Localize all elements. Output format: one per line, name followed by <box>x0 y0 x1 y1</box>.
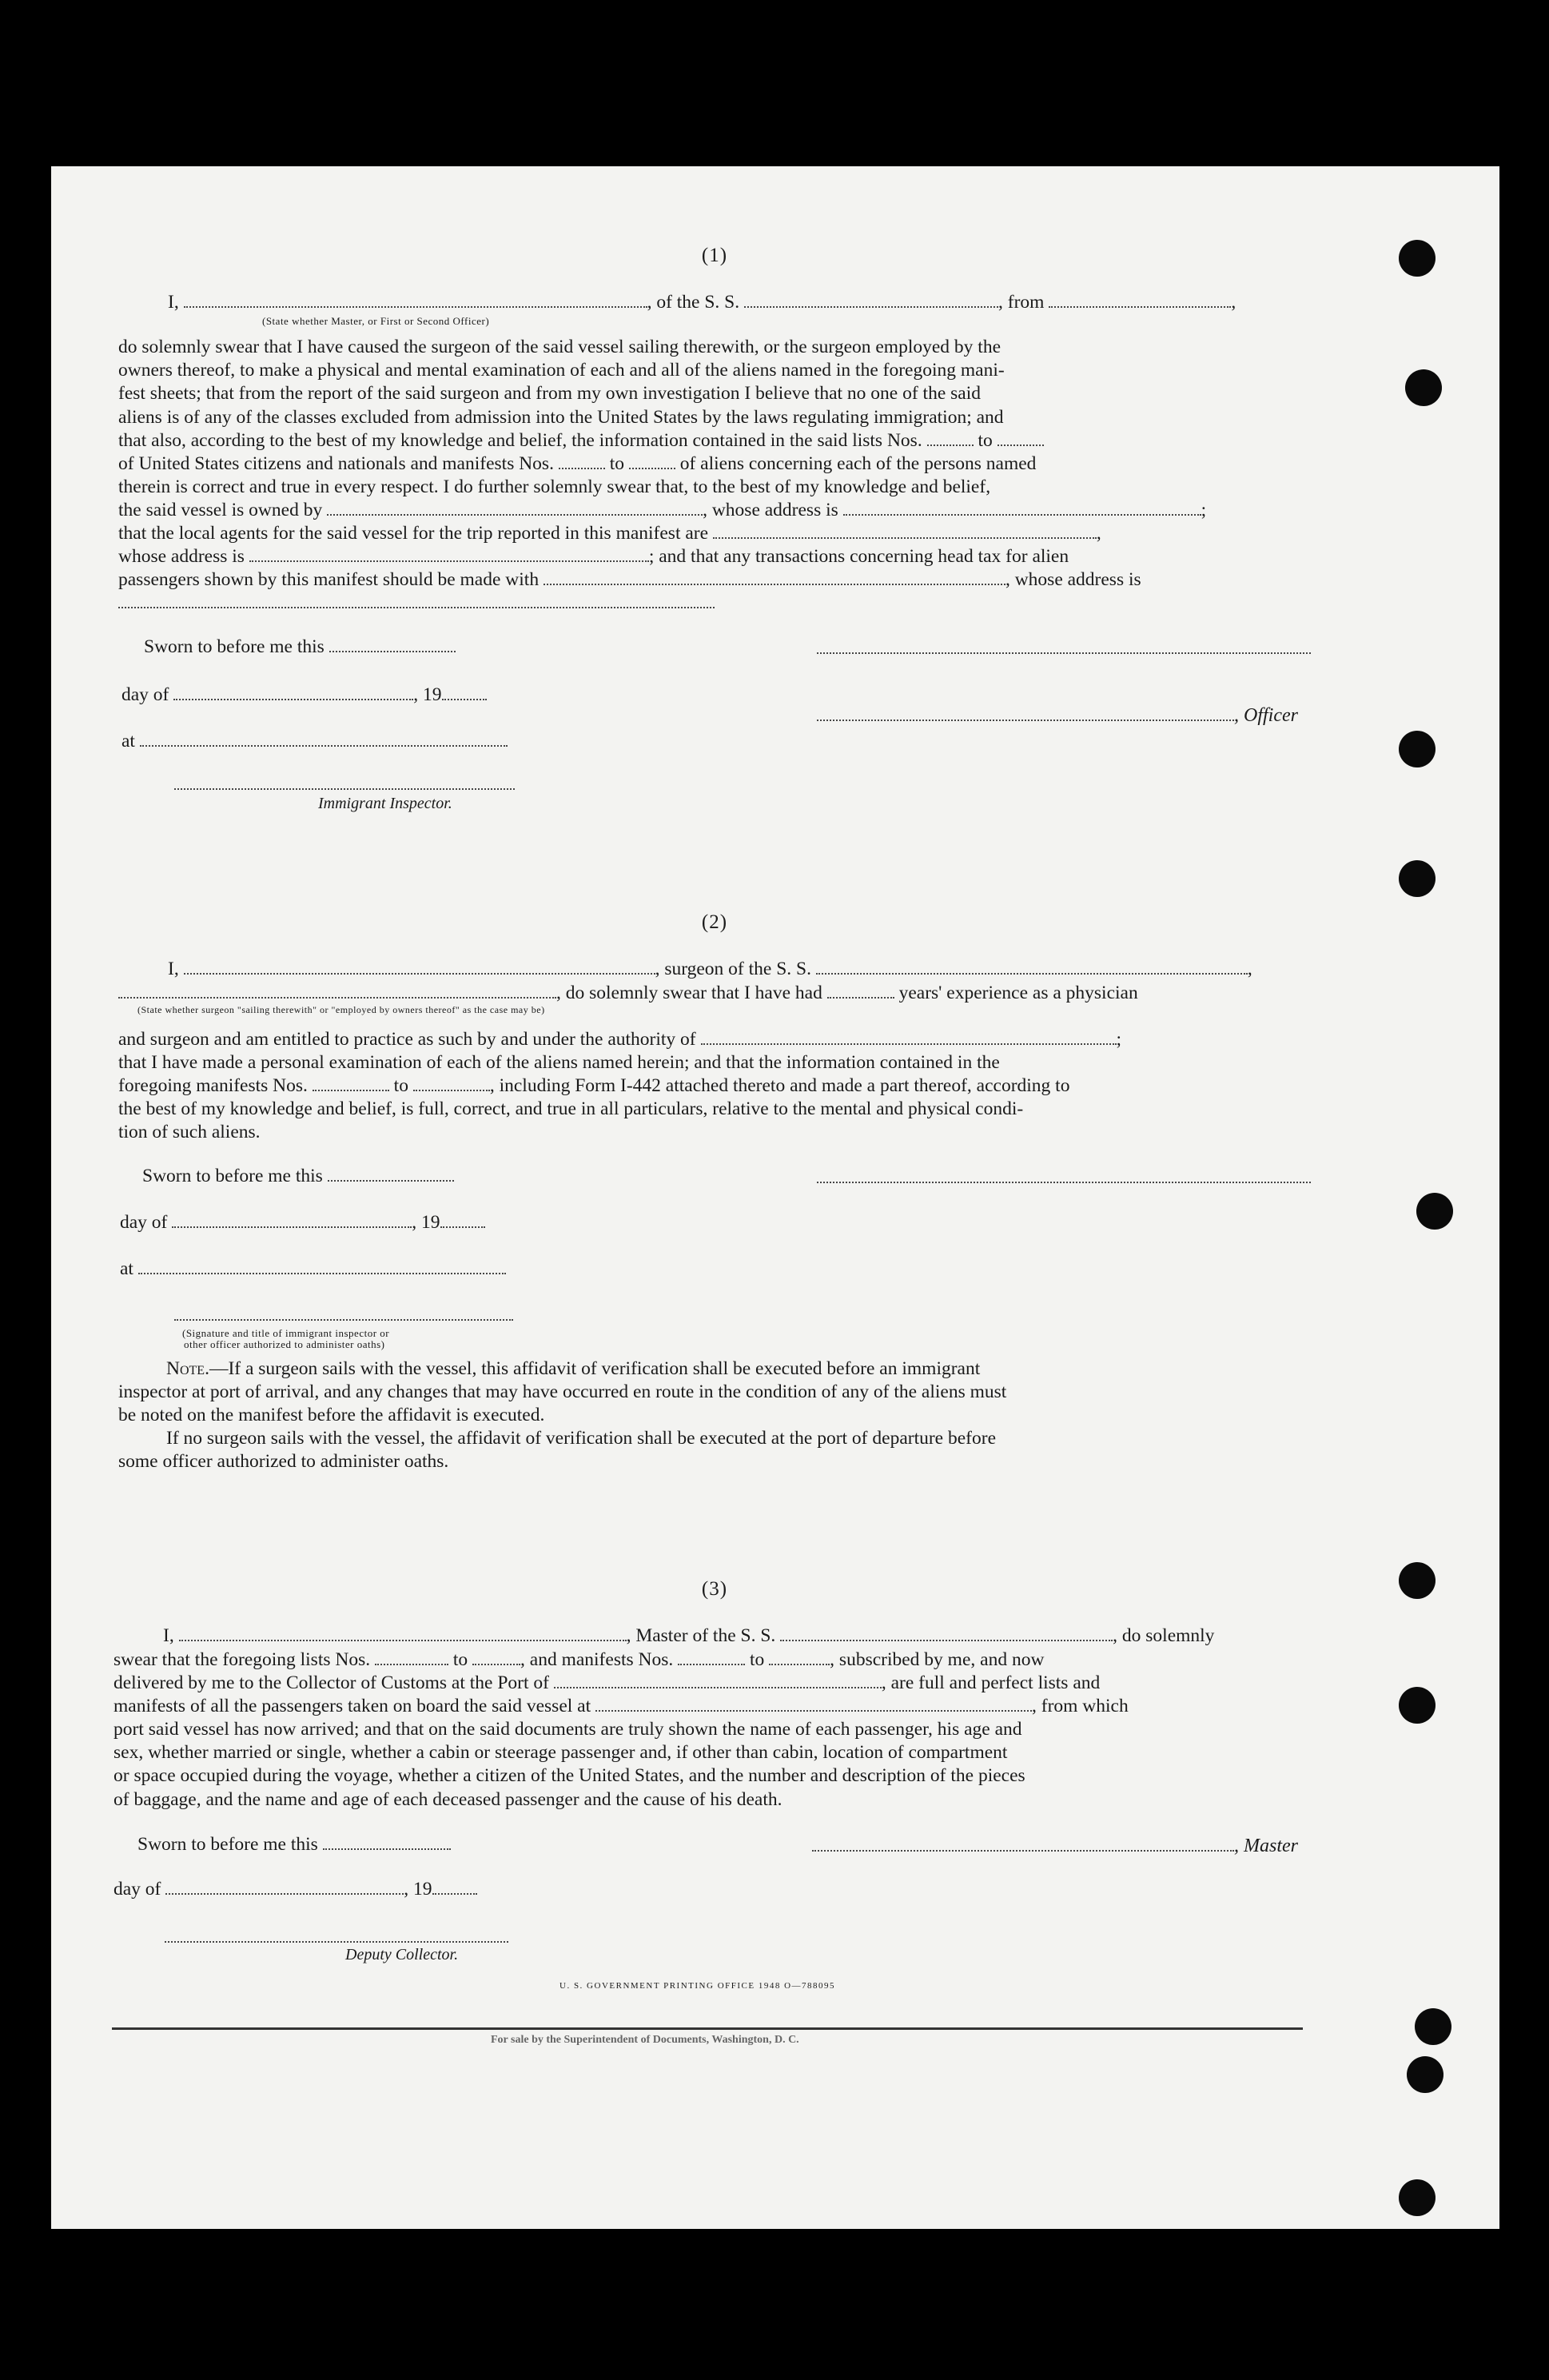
s3-month-field[interactable] <box>165 1879 404 1895</box>
punch-hole <box>1416 1193 1453 1230</box>
s2-signature-line[interactable] <box>817 1182 1311 1183</box>
s1-manifests-from-field[interactable] <box>559 453 605 469</box>
s2-text: If no surgeon sails with the vessel, the affidavit of verification shall be executed at the port of departure before <box>166 1428 996 1449</box>
s1-from: , from <box>998 292 1045 313</box>
s2-at <box>120 1258 506 1280</box>
s1-at-field[interactable] <box>140 731 508 747</box>
s2-note-line: inspector at port of arrival, and any changes that may have occurred en route in the condition of any of the aliens must <box>118 1381 1007 1402</box>
punch-hole <box>1399 2179 1436 2216</box>
s3-master <box>812 1836 1298 1857</box>
s1-comma: , <box>1231 292 1236 313</box>
section-3-number: (3) <box>701 1578 728 1600</box>
s3-master-signature-field[interactable] <box>812 1836 1234 1852</box>
s2-dayof-label: day of <box>120 1212 168 1233</box>
s2-oath-line-2 <box>118 982 1311 1005</box>
s3-line <box>113 1672 1311 1695</box>
s1-line <box>118 429 1311 452</box>
section-1-number: (1) <box>701 245 728 266</box>
s1-line: aliens is of any of the classes excluded from admission into the United States by the laws regulating immigration; and <box>118 406 1004 428</box>
s2-text: , surgeon of the S. S. <box>655 959 811 979</box>
punch-hole <box>1399 1562 1436 1599</box>
s1-year-label: , 19 <box>413 684 442 705</box>
s3-name-field[interactable] <box>179 1625 627 1641</box>
punch-hole <box>1399 731 1436 767</box>
s3-port-field[interactable] <box>554 1672 882 1688</box>
s2-note-label: Note. <box>166 1358 209 1379</box>
s3-year-field[interactable] <box>432 1879 477 1895</box>
s1-dayof <box>121 684 487 706</box>
s1-local-agents-field[interactable] <box>713 523 1097 539</box>
s1-text: of United States citizens and nationals and manifests Nos. <box>118 452 554 474</box>
punch-hole <box>1405 369 1442 406</box>
s3-sworn-day-field[interactable] <box>323 1834 451 1850</box>
s3-text: , and manifests Nos. <box>520 1649 674 1670</box>
s2-sworn-label: Sworn to before me this <box>142 1166 323 1186</box>
s1-officer-signature-field[interactable] <box>817 705 1234 721</box>
s1-month-field[interactable] <box>173 684 413 700</box>
s1-line: do solemnly swear that I have caused the surgeon of the said vessel sailing therewith, or the surgeon employed by the <box>118 337 1001 357</box>
section-1-oath-line <box>118 291 1311 314</box>
s3-sworn <box>137 1834 451 1856</box>
s3-text: , are full and perfect lists and <box>881 1672 1101 1693</box>
s1-line: fest sheets; that from the report of the said surgeon and from my own investigation I believe that no one of the said <box>118 383 981 405</box>
s3-manifests-to-field[interactable] <box>769 1649 830 1665</box>
s1-text: of aliens concerning each of the persons named <box>679 452 1037 474</box>
s3-text: , from which <box>1032 1696 1129 1716</box>
s2-sworn-day-field[interactable] <box>328 1166 454 1182</box>
s1-signature-line[interactable] <box>817 652 1311 654</box>
s3-oath-line <box>113 1625 1311 1648</box>
sale-notice: For sale by the Superintendent of Documents, Washington, D. C. <box>491 2034 799 2046</box>
s3-lists-from-field[interactable] <box>375 1649 448 1665</box>
s2-sig-caption-1: (Signature and title of immigrant inspector or <box>182 1327 390 1339</box>
s3-collector-label: Deputy Collector. <box>345 1946 459 1963</box>
s2-line <box>118 1074 1311 1098</box>
s1-owner-address-field[interactable] <box>843 500 1201 516</box>
s3-text: to <box>452 1649 468 1670</box>
s2-surgeon-type-field[interactable] <box>118 983 556 999</box>
s1-line <box>118 592 1311 615</box>
s2-note <box>118 1357 1311 1474</box>
s2-month-field[interactable] <box>172 1212 412 1228</box>
s2-line: tion of such aliens. <box>118 1122 261 1143</box>
s2-note-line: be noted on the manifest before the affidavit is executed. <box>118 1405 545 1426</box>
s3-line: of baggage, and the name and age of each deceased passenger and the cause of his death. <box>113 1788 782 1810</box>
s2-line: the best of my knowledge and belief, is full, correct, and true in all particulars, relative to the mental and physical condi- <box>118 1098 1024 1120</box>
s1-text: passengers shown by this manifest should be made with <box>118 569 540 591</box>
s2-year-label: , 19 <box>412 1212 440 1233</box>
s2-manifests-to-field[interactable] <box>413 1075 490 1091</box>
s3-text: , do solemnly <box>1113 1625 1215 1646</box>
s1-i: I, <box>168 292 179 313</box>
s2-text: ; <box>1116 1029 1122 1050</box>
s2-note-line: some officer authorized to administer oaths. <box>118 1451 449 1473</box>
s1-inspector-label: Immigrant Inspector. <box>318 795 452 812</box>
punch-hole <box>1407 2056 1443 2093</box>
s1-line: owners thereof, to make a physical and mental examination of each and all of the aliens named in the foregoing mani- <box>118 360 1005 381</box>
s1-sworn-day-field[interactable] <box>329 636 456 652</box>
s3-line <box>113 1648 1311 1672</box>
s1-officer-label: , Officer <box>1234 705 1298 726</box>
punch-hole <box>1399 1687 1436 1724</box>
s1-text: , whose address is <box>703 500 838 521</box>
s1-manifests-to-field[interactable] <box>629 453 675 469</box>
footer-rule <box>112 2027 1303 2030</box>
s1-sworn-label: Sworn to before me this <box>144 636 325 657</box>
s1-head-tax-field[interactable] <box>544 569 1005 585</box>
s2-i: I, <box>168 959 179 979</box>
s1-officer-caption: (State whether Master, or First or Second Officer) <box>262 315 490 327</box>
s1-text: that also, according to the best of my knowledge and belief, the information contained in the said lists Nos. <box>118 429 922 451</box>
section-2-body <box>118 1028 1311 1145</box>
s2-note-line <box>118 1427 1311 1450</box>
s2-authority-field[interactable] <box>701 1029 1117 1045</box>
s3-text: delivered by me to the Collector of Customs at the Port of <box>113 1672 549 1693</box>
s2-text: , including Form I-442 attached thereto and made a part thereof, according to <box>489 1075 1070 1097</box>
s3-embark-port-field[interactable] <box>595 1696 1032 1712</box>
s1-head-tax-address-field[interactable] <box>118 592 715 608</box>
s2-line: that I have made a personal examination of each of the aliens named herein; and that the information contained in the <box>118 1052 1000 1073</box>
s3-line: or space occupied during the voyage, whether a citizen of the United States, and the number and description of the pieces <box>113 1765 1025 1787</box>
s1-text: ; <box>1201 500 1207 521</box>
s3-text: , subscribed by me, and now <box>830 1649 1045 1670</box>
s3-i: I, <box>163 1625 174 1646</box>
s1-line: therein is correct and true in every respect. I do further solemnly swear that, to the best of my knowledge and belief, <box>118 476 991 497</box>
s1-lists-to-field[interactable] <box>997 430 1044 446</box>
section-1-body <box>118 336 1311 615</box>
s2-text: , do solemnly swear that I have had <box>556 983 822 1003</box>
s1-text: to <box>609 452 624 474</box>
s3-collector-line[interactable] <box>165 1941 508 1943</box>
s2-note-line <box>118 1357 1311 1381</box>
punch-hole <box>1415 2008 1451 2045</box>
s1-at <box>121 731 508 752</box>
s2-line <box>118 1028 1311 1051</box>
s1-officer <box>817 705 1298 727</box>
s3-line <box>113 1695 1311 1718</box>
s1-text: , whose address is <box>1005 569 1141 591</box>
s1-text: whose address is <box>118 546 245 568</box>
s2-at-label: at <box>120 1258 133 1279</box>
s3-text: to <box>750 1649 765 1670</box>
s3-sworn-label: Sworn to before me this <box>137 1834 318 1855</box>
s1-line <box>118 545 1311 568</box>
s2-oath-line <box>118 958 1311 981</box>
s1-line <box>118 452 1311 476</box>
section-2-number: (2) <box>701 911 728 933</box>
s1-text: that the local agents for the said vessel for the trip reported in this manifest are <box>118 523 709 544</box>
s2-years-field[interactable] <box>827 983 894 999</box>
s1-text: ; and that any transactions concerning head tax for alien <box>648 546 1069 568</box>
s3-text: manifests of all the passengers taken on board the said vessel at <box>113 1696 591 1716</box>
s1-lists-from-field[interactable] <box>927 430 974 446</box>
s2-caption: (State whether surgeon "sailing therewith" or "employed by owners thereof" as the case may be) <box>137 1004 545 1015</box>
s2-text: and surgeon and am entitled to practice as such by and under the authority of <box>118 1029 696 1050</box>
s1-text: to <box>978 429 993 451</box>
s3-line: sex, whether married or single, whether a cabin or steerage passenger and, if other than cabin, location of compartment <box>113 1742 1008 1764</box>
s1-line <box>118 499 1311 522</box>
s2-inspector-line[interactable] <box>174 1319 513 1321</box>
s1-text: , <box>1096 523 1101 544</box>
s3-master-label: , Master <box>1234 1836 1298 1856</box>
s2-manifests-from-field[interactable] <box>313 1075 389 1091</box>
s3-lists-to-field[interactable] <box>472 1649 520 1665</box>
gpo-imprint: U. S. GOVERNMENT PRINTING OFFICE 1948 O—788095 <box>559 1981 836 1991</box>
punch-hole <box>1399 860 1436 897</box>
s2-at-field[interactable] <box>138 1258 506 1274</box>
section-3-body <box>113 1648 1311 1812</box>
s1-line <box>118 568 1311 592</box>
s1-at-label: at <box>121 731 135 751</box>
punch-hole <box>1399 240 1436 277</box>
s2-dayof <box>120 1212 485 1234</box>
s1-officer-rank-field[interactable] <box>184 292 647 308</box>
s3-dayof <box>113 1879 477 1900</box>
s2-text: foregoing manifests Nos. <box>118 1075 308 1097</box>
s1-text: the said vessel is owned by <box>118 500 323 521</box>
s3-manifests-from-field[interactable] <box>678 1649 745 1665</box>
s2-text: to <box>393 1075 408 1097</box>
s1-dayof-label: day of <box>121 684 169 705</box>
s3-year-label: , 19 <box>404 1879 432 1900</box>
s1-agents-address-field[interactable] <box>249 546 649 562</box>
s1-vessel-name-field[interactable] <box>744 292 998 308</box>
s1-sworn <box>144 636 456 658</box>
s2-sworn <box>142 1166 454 1187</box>
s1-from-port-field[interactable] <box>1049 292 1231 308</box>
s2-year-field[interactable] <box>440 1212 485 1228</box>
s3-line: port said vessel has now arrived; and that on the said documents are truly shown the name of each passenger, his age and <box>113 1719 1022 1740</box>
s1-line <box>118 522 1311 545</box>
s2-vessel-field[interactable] <box>816 959 1248 975</box>
s2-text: —If a surgeon sails with the vessel, this affidavit of verification shall be executed before an immigrant <box>209 1358 981 1379</box>
s1-inspector-line[interactable] <box>174 788 515 790</box>
s2-text: years' experience as a physician <box>898 983 1138 1003</box>
s1-of-ss: , of the S. S. <box>647 292 740 313</box>
s3-text: , Master of the S. S. <box>626 1625 776 1646</box>
s3-vessel-field[interactable] <box>780 1625 1113 1641</box>
s1-owner-field[interactable] <box>327 500 703 516</box>
s3-dayof-label: day of <box>113 1879 161 1900</box>
s2-text: , <box>1247 959 1252 979</box>
s1-year-field[interactable] <box>442 684 487 700</box>
s2-name-field[interactable] <box>184 959 655 975</box>
s3-text: swear that the foregoing lists Nos. <box>113 1649 371 1670</box>
s2-sig-caption-2: other officer authorized to administer oaths) <box>184 1338 385 1350</box>
